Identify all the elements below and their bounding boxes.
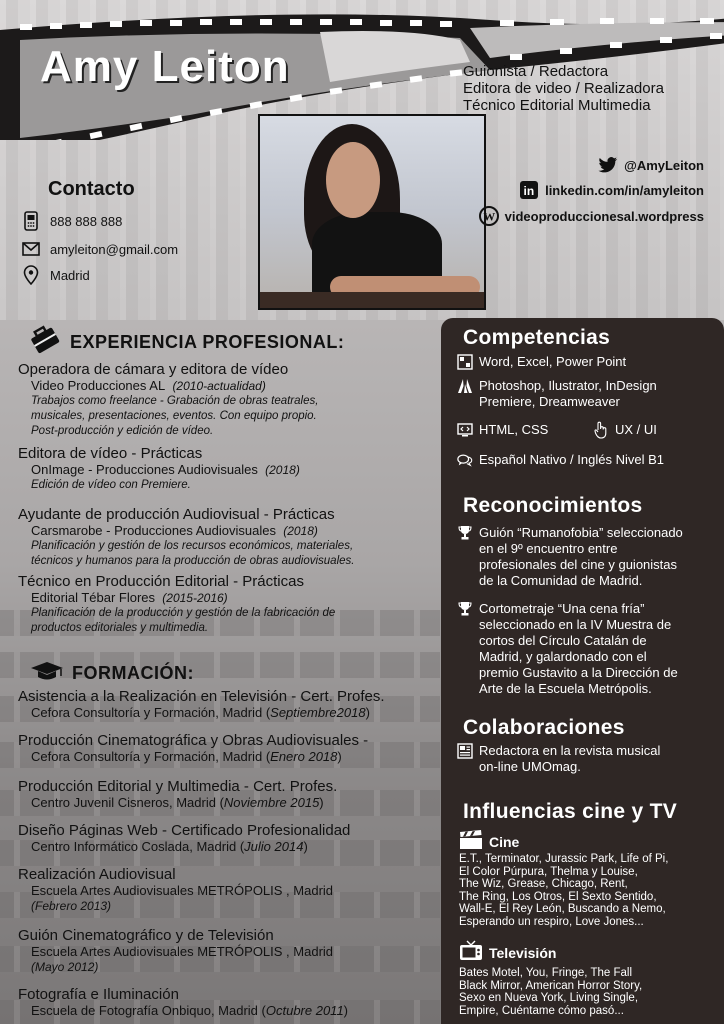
- education-place: Escuela Artes Audiovisuales METRÓPOLIS , Madrid: [31, 883, 334, 898]
- education-place: Centro Juvenil Cisneros, Madrid (Noviembre 2015): [31, 795, 324, 810]
- cine-list: E.T., Terminator, Jurassic Park, Life of Pi, El Color Púrpura, Thelma y Louise, The Wiz, Grease, Chicago, Rent, The Ring, Los Otros, El Sexto Sentido, Wall-E, El Rey León, Buscando a Nemo, Esperando un respiro, Love Jones...: [459, 853, 669, 928]
- award-item: Guión “Rumanofobia” seleccionado en el 9º encuentro entre profesionales del cine y guionistas de la Comunidad de Madrid.: [457, 525, 683, 589]
- experience-role: Técnico en Producción Editorial - Prácticas: [18, 573, 304, 590]
- experience-company: Video Producciones AL (2010-actualidad): [31, 378, 266, 393]
- experience-role: Operadora de cámara y editora de vídeo: [18, 361, 289, 378]
- education-title: FORMACIÓN:: [72, 663, 194, 683]
- linkedin-link[interactable]: [519, 180, 704, 200]
- role-line: Técnico Editorial Multimedia: [463, 97, 651, 114]
- skill-ux: UX / UI: [593, 422, 657, 438]
- profile-photo: [258, 114, 486, 310]
- experience-company: OnImage - Producciones Audiovisuales (2018): [31, 462, 300, 477]
- experience-item: [18, 507, 438, 569]
- experience-role: Ayudante de producción Audiovisual - Prácticas: [18, 506, 335, 523]
- experience-desc: productos editoriales y multimedia.: [31, 622, 209, 634]
- mail-icon: [22, 240, 40, 258]
- education-item: [18, 867, 438, 914]
- tv-subheading: Televisión: [459, 940, 556, 965]
- experience-desc: Edición de vídeo con Premiere.: [31, 479, 191, 491]
- hand-pointer-icon: [593, 422, 609, 438]
- role-line: Guionista / Redactora: [463, 63, 609, 80]
- svg-text:in: in: [523, 184, 535, 198]
- experience-desc: Trabajos como freelance - Grabación de obras teatrales,: [31, 395, 319, 407]
- adobe-icon: [457, 378, 473, 394]
- experience-desc: musicales, presentaciones, eventos. Con equipo propio.: [31, 410, 317, 422]
- education-place: Centro Informático Coslada, Madrid (Julio 2014): [31, 839, 308, 854]
- newspaper-icon: [457, 743, 473, 759]
- education-item: [18, 987, 438, 1019]
- linkedin-url: linkedin.com/in/amyleiton: [545, 182, 704, 198]
- contact-email[interactable]: [22, 240, 178, 258]
- education-date: (Febrero 2013): [31, 899, 112, 913]
- education-item: [18, 823, 438, 855]
- experience-item: [18, 362, 438, 439]
- trophy-icon: [457, 601, 473, 617]
- twitter-handle: @AmyLeiton: [624, 157, 704, 173]
- experience-title: EXPERIENCIA PROFESIONAL:: [70, 332, 345, 352]
- education-place: Cefora Consultoría y Formación, Madrid (Enero 2018): [31, 749, 342, 764]
- graduation-cap-icon: [30, 660, 64, 687]
- education-place: Escuela Artes Audiovisuales METRÓPOLIS , Madrid: [31, 944, 334, 959]
- education-item: [18, 928, 438, 975]
- tv-list: Bates Motel, You, Fringe, The Fall Black Mirror, American Horror Story, Sexo en Nueva York, Living Single, Empire, Cuéntame cómo pasó...: [459, 967, 643, 1017]
- award-item: Cortometraje “Una cena fría” seleccionado en la IV Muestra de cortos del Círculo Catalán de Madrid, y galardonado con el premio Gustavito a la Dirección de Arte de la Escuela Metrópolis.: [457, 601, 678, 697]
- education-date: (Mayo 2012): [31, 960, 99, 974]
- role-line: Editora de video / Realizadora: [463, 80, 664, 97]
- competencias-title: Competencias: [463, 326, 611, 349]
- trophy-icon: [457, 525, 473, 541]
- roles-list: [463, 63, 664, 114]
- experience-company: Editorial Tébar Flores (2015-2016): [31, 590, 228, 605]
- tv-icon: [459, 940, 483, 965]
- experience-item: [18, 446, 438, 493]
- location-text: Madrid: [50, 267, 90, 283]
- skill-web: HTML, CSS: [457, 422, 548, 438]
- twitter-icon: [598, 155, 618, 175]
- location-pin-icon: [22, 266, 40, 284]
- contact-title: Contacto: [48, 178, 135, 200]
- experience-desc: técnicos y humanos para la producción de obras audiovisuales.: [31, 555, 355, 567]
- experience-desc: Planificación de la producción y gestión de la fabricación de: [31, 607, 336, 619]
- colaboraciones-title: Colaboraciones: [463, 716, 625, 739]
- skill-languages: Español Nativo / Inglés Nivel B1: [457, 452, 664, 468]
- candidate-name: Amy Leiton: [40, 42, 290, 91]
- wordpress-icon: [479, 206, 499, 226]
- cine-subheading: Cine: [459, 830, 519, 853]
- phone-icon: [22, 212, 40, 230]
- wordpress-url: videoproduccionesal.wordpress: [504, 208, 704, 224]
- education-heading: [30, 660, 194, 687]
- wordpress-link[interactable]: [479, 206, 704, 226]
- education-course: Guión Cinematográfico y de Televisión: [18, 927, 274, 944]
- phone-number: 888 888 888: [50, 213, 123, 229]
- contact-location: [22, 266, 90, 284]
- clapperboard-icon: [459, 830, 483, 853]
- influencias-title: Influencias cine y TV: [463, 800, 678, 823]
- education-item: [18, 733, 438, 765]
- education-course: Diseño Páginas Web - Certificado Profesionalidad: [18, 822, 351, 839]
- sidebar-panel: [441, 318, 724, 1024]
- twitter-link[interactable]: [598, 155, 704, 175]
- education-course: Producción Editorial y Multimedia - Cert. Profes.: [18, 778, 338, 795]
- office-icon: [457, 354, 473, 370]
- code-icon: [457, 422, 473, 438]
- skill-office: Word, Excel, Power Point: [457, 354, 626, 370]
- education-item: [18, 779, 438, 811]
- svg-text:W: W: [482, 209, 495, 224]
- experience-role: Editora de vídeo - Prácticas: [18, 445, 203, 462]
- briefcase-icon: [28, 324, 62, 361]
- skill-adobe: Photoshop, Ilustrator, InDesign Premiere, Dreamweaver: [457, 378, 657, 410]
- linkedin-icon: [519, 180, 539, 200]
- education-place: Escuela de Fotografía Onbiquo, Madrid (Octubre 2011): [31, 1003, 349, 1018]
- education-course: Producción Cinematográfica y Obras Audiovisuales -: [18, 732, 369, 749]
- education-course: Asistencia a la Realización en Televisión - Cert. Profes.: [18, 688, 385, 705]
- experience-heading: [28, 324, 344, 361]
- experience-desc: Planificación y gestión de los recursos económicos, materiales,: [31, 540, 354, 552]
- contact-phone: [22, 212, 122, 230]
- education-item: [18, 689, 438, 721]
- experience-desc: Post-producción y edición de vídeo.: [31, 425, 214, 437]
- experience-item: [18, 574, 438, 636]
- education-place: Cefora Consultoría y Formación, Madrid (Septiembre2018): [31, 705, 370, 720]
- email-address: amyleiton@gmail.com: [50, 241, 179, 257]
- collaboration-item: Redactora en la revista musical on-line UMOmag.: [457, 743, 660, 775]
- reconocimientos-title: Reconocimientos: [463, 494, 643, 517]
- education-course: Realización Audiovisual: [18, 866, 176, 883]
- experience-company: Carsmarobe - Producciones Audiovisuales (2018): [31, 523, 318, 538]
- education-course: Fotografía e Iluminación: [18, 986, 179, 1003]
- chat-icon: [457, 452, 473, 468]
